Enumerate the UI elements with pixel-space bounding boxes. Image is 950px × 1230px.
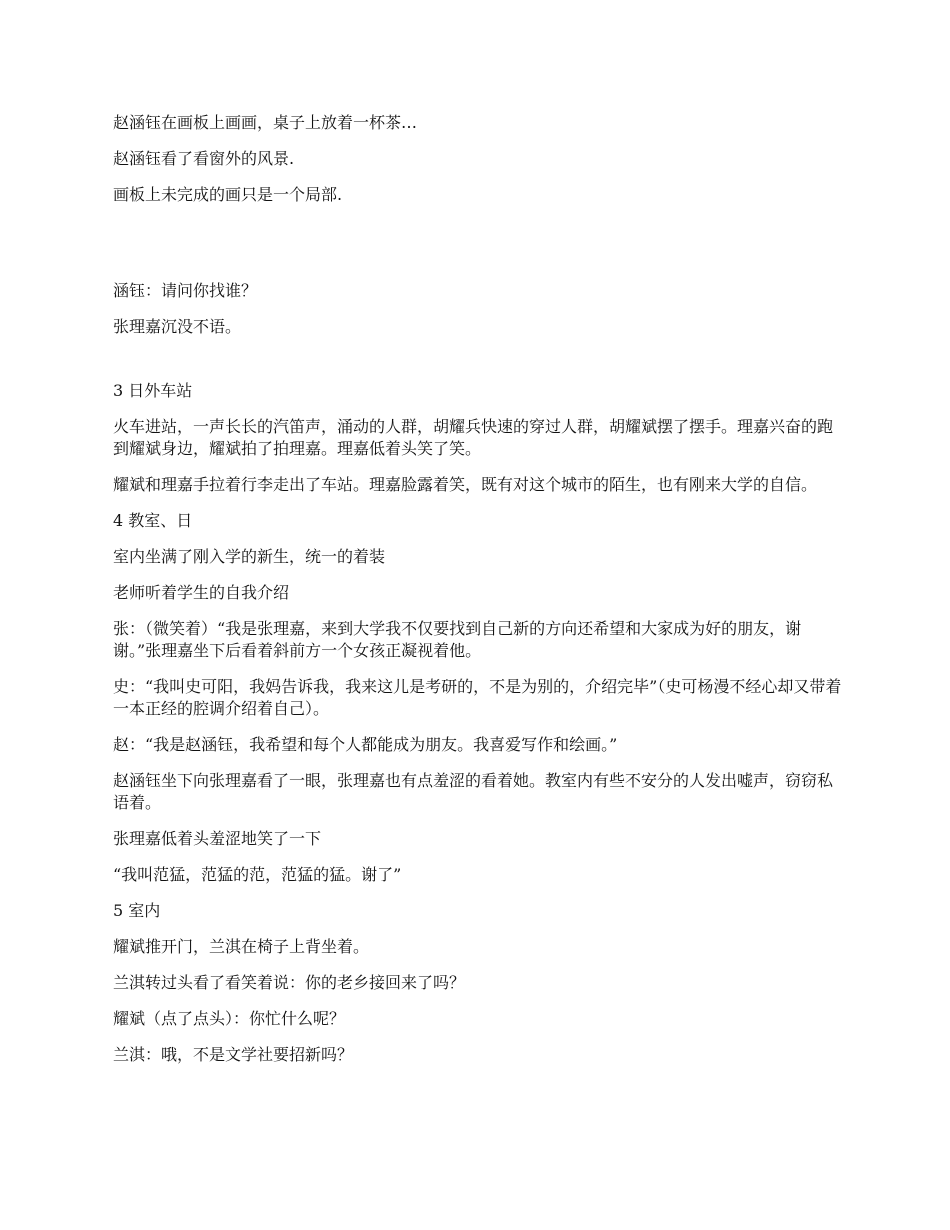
paragraph: 老师听着学生的自我介绍 — [113, 583, 290, 602]
paragraph: 涵钰：请问你找谁？ — [113, 281, 258, 300]
blank-spacing — [113, 220, 843, 280]
paragraph: 赵涵钰看了看窗外的风景. — [113, 149, 295, 168]
paragraph: 赵：“我是赵涵钰，我希望和每个人都能成为朋友。我喜爱写作和绘画。” — [113, 735, 618, 754]
scene-heading: 5 室内 — [113, 901, 161, 920]
paragraph: 室内坐满了刚入学的新生，统一的着装 — [113, 547, 386, 566]
paragraph: 赵涵钰在画板上画画，桌子上放着一杯茶… — [113, 113, 418, 132]
paragraph: 火车进站，一声长长的汽笛声，涌动的人群，胡耀兵快速的穿过人群，胡耀斌摆了摆手。理嘉兴奋的跑到耀斌身边，耀斌拍了拍理嘉。理嘉低着头笑了笑。 — [113, 417, 834, 458]
paragraph: 耀斌和理嘉手拉着行李走出了车站。理嘉脸露着笑，既有对这个城市的陌生，也有刚来大学的自信。 — [113, 475, 818, 494]
paragraph: 耀斌（点了点头）：你忙什么呢？ — [113, 1009, 346, 1028]
paragraph: “我叫范猛，范猛的范，范猛的猛。谢了” — [113, 865, 402, 884]
scene-heading: 3 日外车站 — [113, 381, 193, 400]
scene-heading: 4 教室、日 — [113, 511, 193, 530]
paragraph: 赵涵钰坐下向张理嘉看了一眼，张理嘉也有点羞涩的看着她。教室内有些不安分的人发出嘘声，窃窃私语着。 — [113, 771, 834, 812]
paragraph: 画板上未完成的画只是一个局部. — [113, 185, 343, 204]
paragraph: 兰淇转过头看了看笑着说：你的老乡接回来了吗？ — [113, 973, 466, 992]
paragraph: 张理嘉沉没不语。 — [113, 317, 242, 336]
paragraph: 张：（微笑着）“我是张理嘉，来到大学我不仅要找到自己新的方向还希望和大家成为好的朋友，谢谢。”张理嘉坐下后看着斜前方一个女孩正凝视着他。 — [113, 619, 802, 660]
document-body — [113, 112, 843, 1080]
paragraph: 史：“我叫史可阳，我妈告诉我，我来这儿是考研的，不是为别的，介绍完毕”（史可杨漫不经心却又带着一本正经的腔调介绍着自己）。 — [113, 677, 842, 718]
blank-spacing — [113, 352, 843, 380]
paragraph: 兰淇：哦，不是文学社要招新吗？ — [113, 1045, 354, 1064]
paragraph: 张理嘉低着头羞涩地笑了一下 — [113, 829, 322, 848]
paragraph: 耀斌推开门，兰淇在椅子上背坐着。 — [113, 937, 370, 956]
